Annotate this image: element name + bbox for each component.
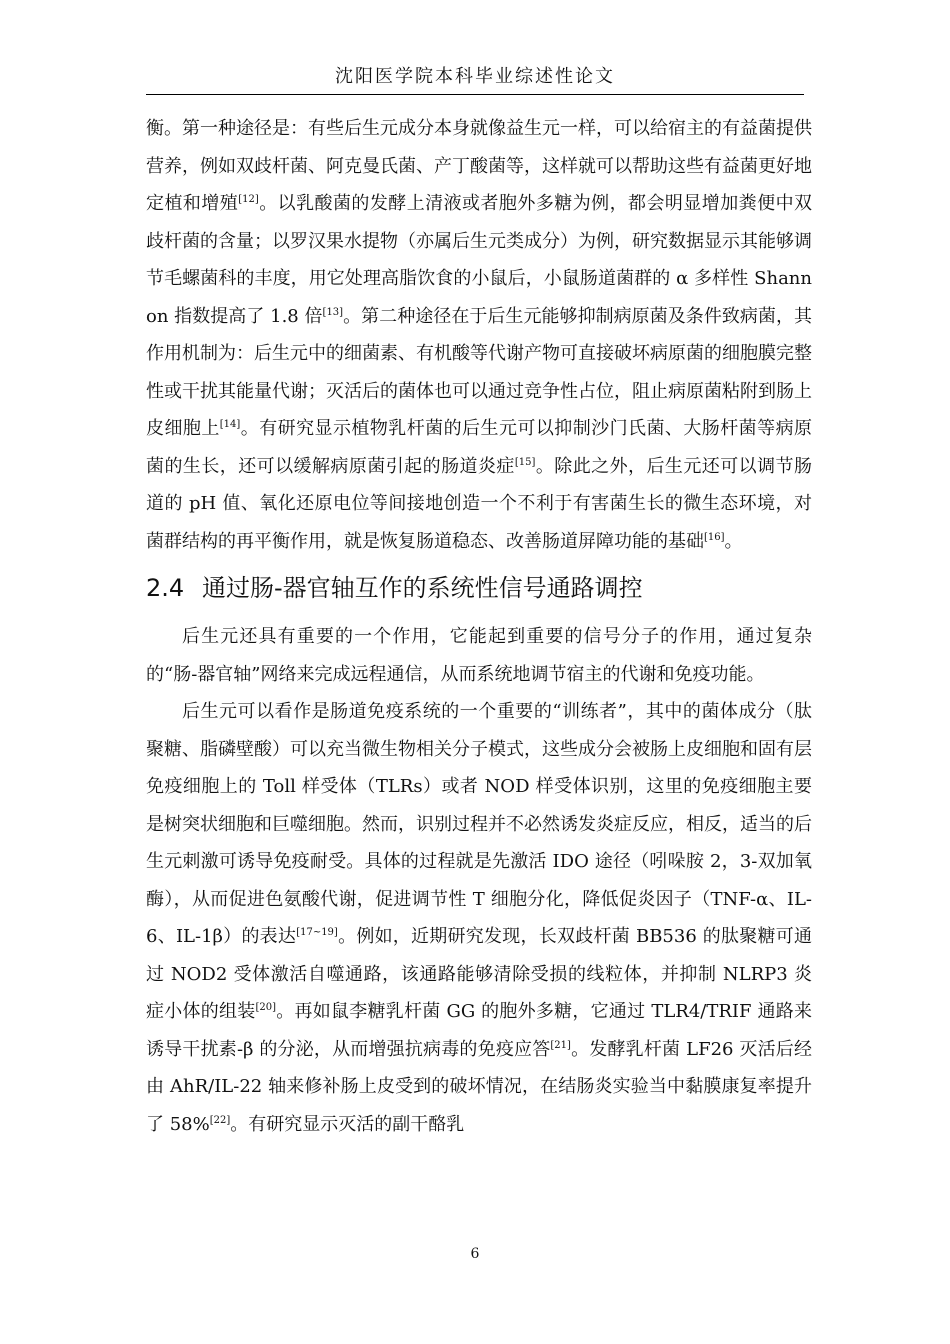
paragraph	[146, 110, 812, 560]
page-footer	[0, 1246, 950, 1262]
paragraph-text: 。再如鼠李糖乳杆菌 GG 的胞外多糖，它通过 TLR4/TRIF 通路来诱导干扰素-β 的分泌，从而增强抗病毒的免疫应答	[146, 1001, 812, 1060]
page-body	[146, 110, 812, 1143]
running-header	[146, 62, 804, 95]
citation-ref: [16]	[704, 531, 725, 543]
citation-ref: [15]	[514, 456, 536, 468]
paragraph-text: 。例如，近期研究发现，长双歧杆菌 BB536 的肽聚糖可通过 NOD2 受体激活自噬通路，该通路能够清除受损的线粒体，并抑制 NLRP3 炎症小体的组装	[146, 926, 812, 1022]
citation-ref: [22]	[209, 1114, 231, 1126]
section-title: 通过肠-器官轴互作的系统性信号通路调控	[202, 574, 643, 602]
paragraph-text: 后生元可以看作是肠道免疫系统的一个重要的“训练者”，其中的菌体成分（肽聚糖、脂磷壁酸）可以充当微生物相关分子模式，这些成分会被肠上皮细胞和固有层免疫细胞上的 Toll 样受体（TLRs）或者 NOD 样受体识别，这里的免疫细胞主要是树突状细胞和巨噬细胞。然而，识别过程并不必然诱发炎症反应，相反，适当的后生元刺激可诱导免疫耐受。具体的过程就是先激活 IDO 途径（吲哚胺 2，3-双加氧酶），从而促进色氨酸代谢，促进调节性 T 细胞分化，降低促炎因子（TNF-α、IL-6、IL-1β）的表达	[146, 701, 812, 947]
citation-ref: [17~19]	[296, 927, 338, 938]
body-text-top	[146, 110, 812, 560]
section-heading	[146, 568, 812, 608]
paragraph-text: 衡。第一种途径是：有些后生元成分本身就像益生元一样，可以给宿主的有益菌提供营养，例如双歧杆菌、阿克曼氏菌、产丁酸菌等，这样就可以帮助这些有益菌更好地定植和增殖	[146, 118, 812, 214]
section-number: 2.4	[146, 574, 185, 602]
citation-ref: [12]	[238, 194, 259, 205]
paragraph	[146, 618, 812, 693]
page-number: 6	[470, 1246, 480, 1262]
paragraph-text: 后生元还具有重要的一个作用，它能起到重要的信号分子的作用，通过复杂的“肠-器官轴”网络来完成远程通信，从而系统地调节宿主的代谢和免疫功能。	[146, 626, 812, 685]
paragraph-text: 。	[724, 530, 743, 552]
paragraph	[146, 693, 812, 1143]
paragraph-text: 。有研究显示植物乳杆菌的后生元可以抑制沙门氏菌、大肠杆菌等病原菌的生长，还可以缓解病原菌引起的肠道炎症	[146, 418, 813, 477]
paragraph-text: 。有研究显示灭活的副干酪乳	[230, 1113, 465, 1135]
body-text-bottom	[146, 618, 812, 1143]
paragraph-text: 。除此之外，后生元还可以调节肠道的 pH 值、氧化还原电位等间接地创造一个不利于有害菌生长的微生态环境，对菌群结构的再平衡作用，就是恢复肠道稳态、改善肠道屏障功能的基础	[146, 455, 813, 552]
paragraph-text: 。以乳酸菌的发酵上清液或者胞外多糖为例，都会明显增加粪便中双歧杆菌的含量；以罗汉果水提物（亦属后生元类成分）为例，研究数据显示其能够调节毛螺菌科的丰度，用它处理高脂饮食的小鼠后，小鼠肠道菌群的 α 多样性 Shannon 指数提高了 1.8 倍	[146, 193, 813, 327]
citation-ref: [20]	[255, 1002, 277, 1013]
paragraph-text: 。发酵乳杆菌 LF26 灭活后经由 AhR/IL-22 轴来修补肠上皮受到的破坏情况，在结肠炎实验当中黏膜康复率提升了 58%	[146, 1038, 812, 1135]
citation-ref: [21]	[550, 1039, 571, 1051]
citation-ref: [14]	[219, 419, 241, 430]
header-title: 沈阳医学院本科毕业综述性论文	[335, 66, 615, 87]
paragraph-text: 。第二种途径在于后生元能够抑制病原菌及条件致病菌，其作用机制为：后生元中的细菌素、有机酸等代谢产物可直接破坏病原菌的细胞膜完整性或干扰其能量代谢；灭活后的菌体也可以通过竞争性占位，阻止病原菌粘附到肠上皮细胞上	[146, 305, 812, 439]
citation-ref: [13]	[322, 306, 344, 318]
